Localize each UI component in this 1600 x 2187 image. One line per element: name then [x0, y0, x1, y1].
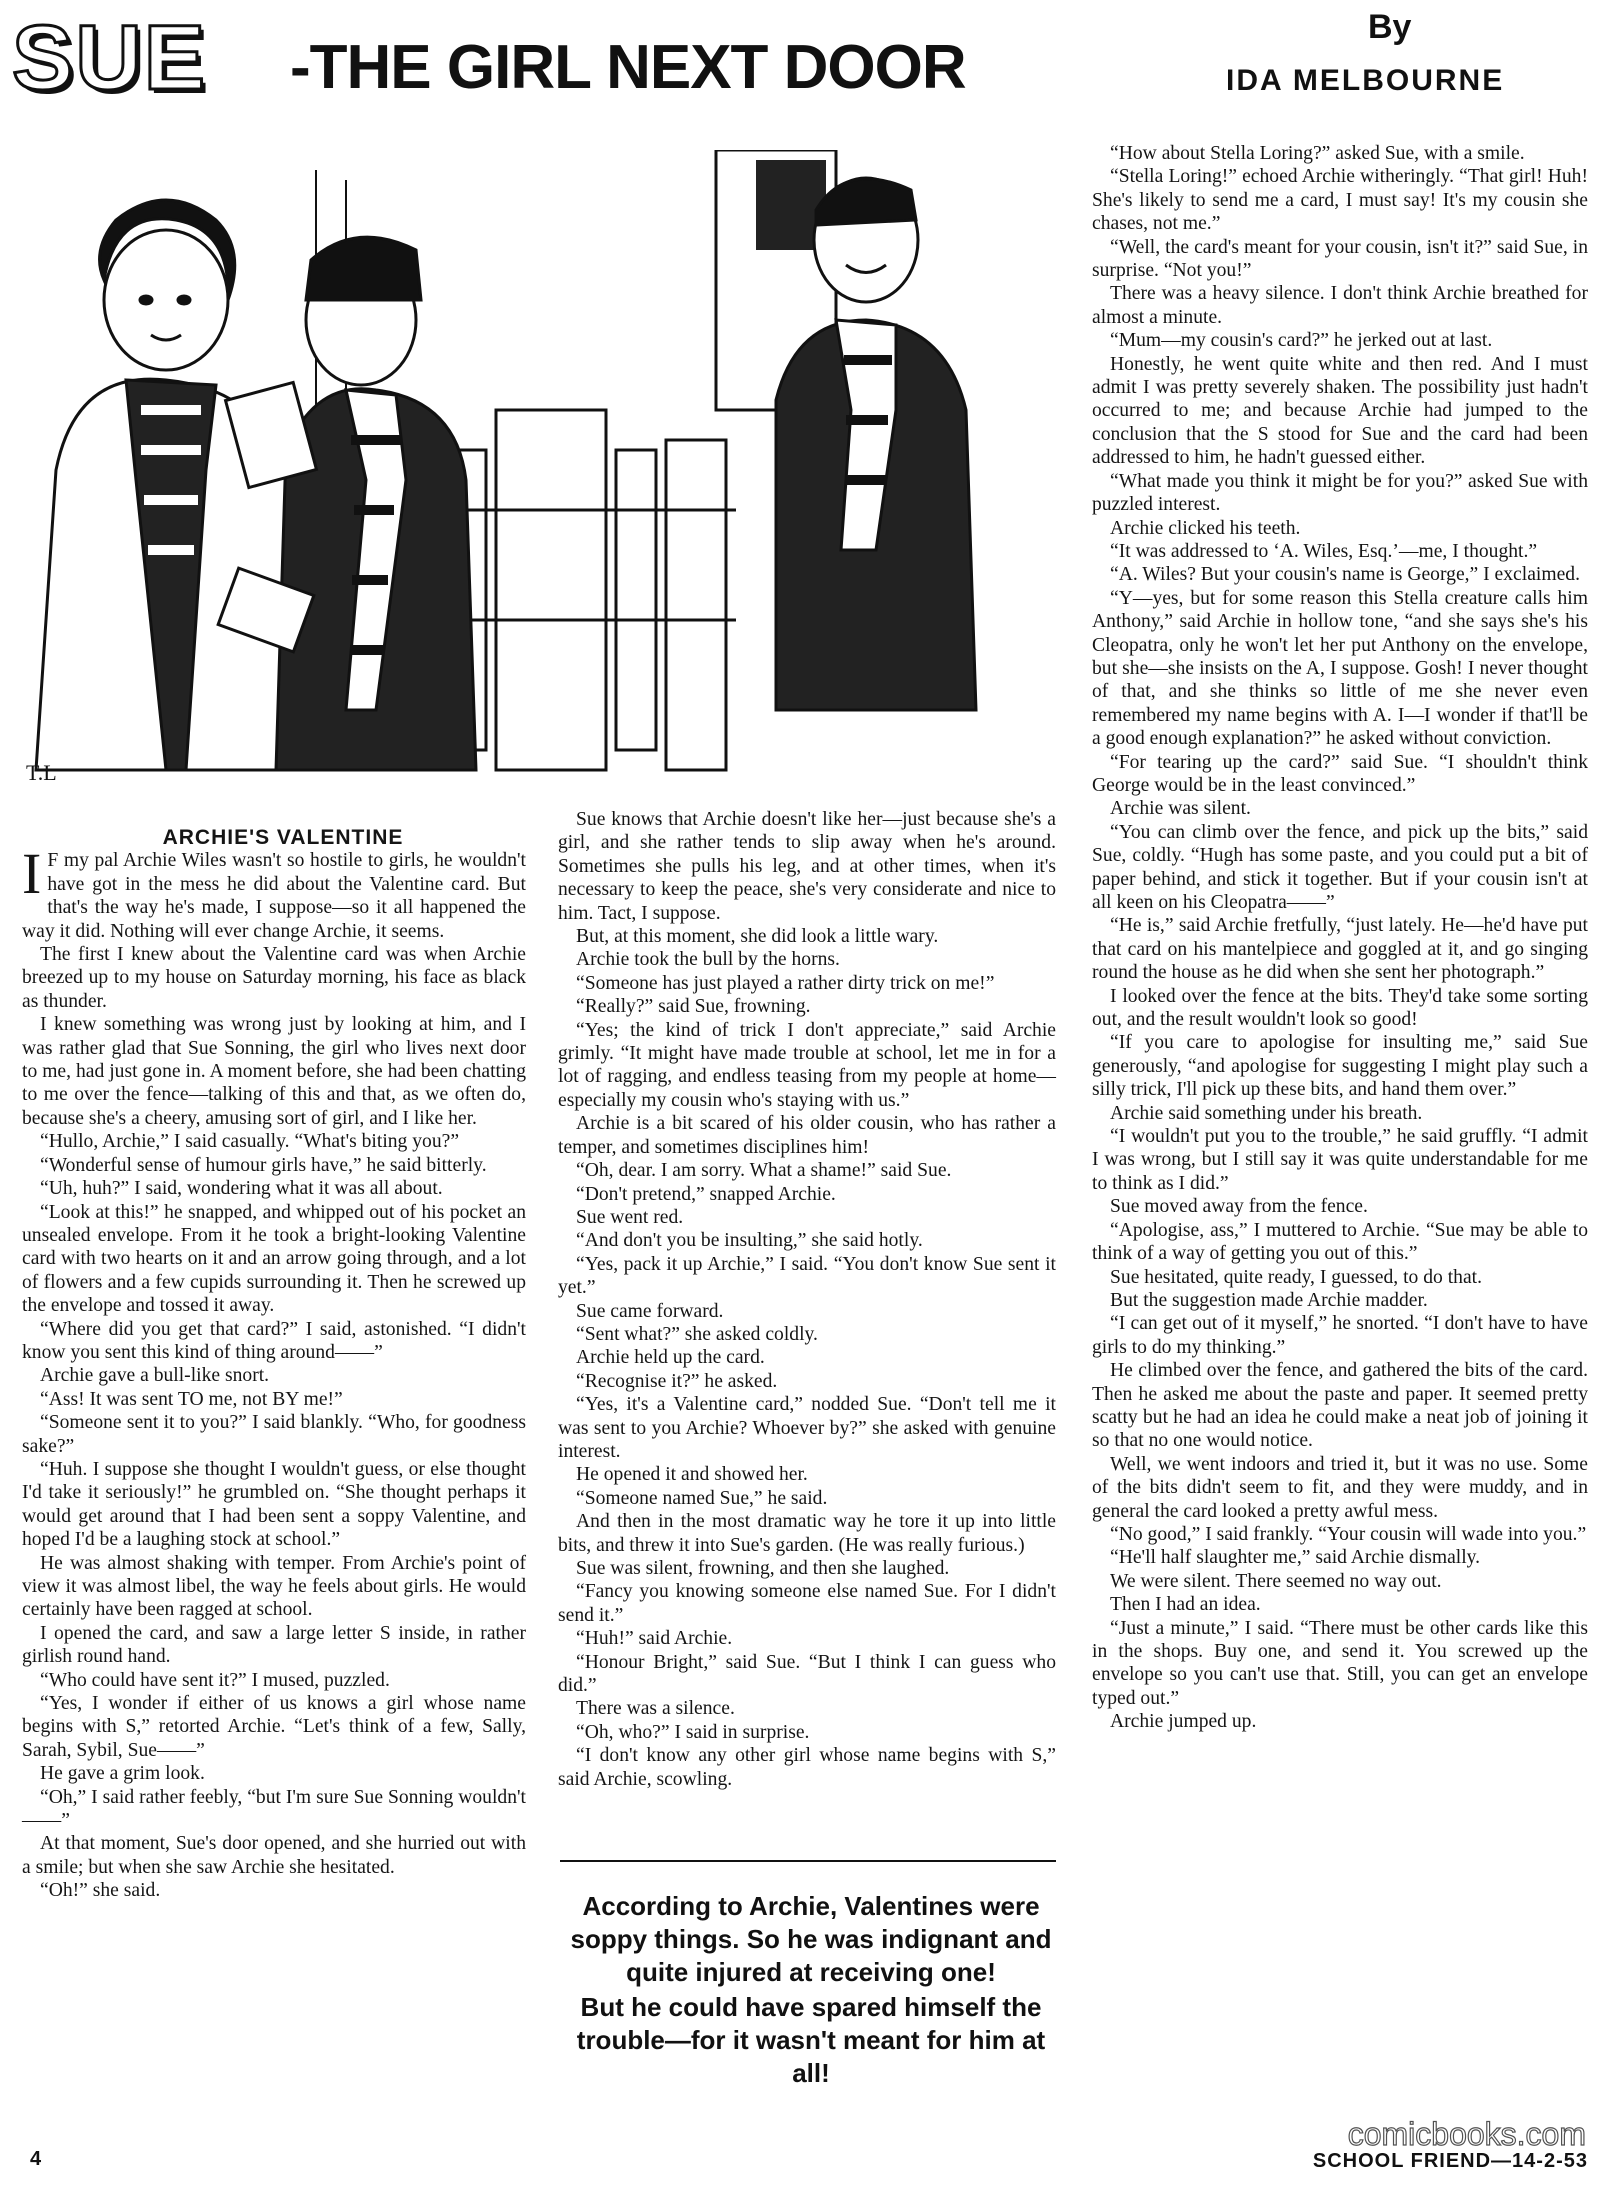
story-paragraph: He gave a grim look. — [40, 1763, 205, 1785]
story-paragraph: “Don't pretend,” snapped Archie. — [576, 1183, 836, 1205]
story-paragraph: “Huh!” said Archie. — [576, 1628, 733, 1650]
story-title-subtitle: -THE GIRL NEXT DOOR — [290, 33, 966, 102]
story-paragraph: He climbed over the fence, and gathered the bits of the card. Then he asked me about the paste and paper. It seemed pretty scatty but he had an idea he could make a neat job of joining it so that no one would notice. — [1092, 1360, 1588, 1452]
story-paragraph: “Someone sent it to you?” I said blankly. “Who, for goodness sake?” — [22, 1412, 526, 1457]
story-paragraph: “Honour Bright,” said Sue. “But I think I can guess who did.” — [558, 1651, 1056, 1697]
story-paragraph: The first I knew about the Valentine card was when Archie breezed up to my house on Saturday morning, his face as black as thunder. — [22, 944, 526, 1012]
story-paragraph: “I don't know any other girl whose name begins with S,” said Archie, scowling. — [558, 1745, 1056, 1790]
story-paragraph: Sue was silent, frowning, and then she laughed. — [576, 1558, 950, 1579]
story-paragraph: Sue knows that Archie doesn't like her—just because she's a girl, and she rather tends to slip away when he's around. Sometimes she pulls his leg, and at other times, when it's necessary to keep the peace, she's very considerate and nice to him. Tact, I suppose. — [558, 809, 1056, 924]
story-paragraph: “I wouldn't put you to the trouble,” he said gruffly. “I admit I was wrong, but I still say it was quite understandable for me to think as I did.” — [1092, 1126, 1588, 1194]
watermark: comicbooks.com — [1347, 2116, 1586, 2152]
story-paragraph: There was a silence. — [576, 1698, 735, 1720]
story-paragraph: And then in the most dramatic way he tore it up into little bits, and threw it into Sue's garden. (He was really furious.) — [558, 1511, 1056, 1556]
story-paragraph: “Oh, dear. I am sorry. What a shame!” said Sue. — [576, 1160, 952, 1182]
story-paragraph: Archie said something under his breath. — [1110, 1102, 1423, 1124]
story-paragraph: “He'll half slaughter me,” said Archie dismally. — [1110, 1547, 1481, 1569]
story-paragraph: He was almost shaking with temper. From Archie's point of view it was almost libel, the way he feels about girls. He would certainly have been ragged at school. — [22, 1552, 526, 1621]
story-paragraph: “Recognise it?” he asked. — [576, 1370, 778, 1392]
story-paragraph: “Huh. I suppose she thought I wouldn't guess, or else thought I'd take it seriously!” he grumbled on. “She thought perhaps it would get around that I had been sent a soppy Valentine, and hoped I'd be a laughing stock at school.” — [22, 1458, 526, 1551]
story-paragraph: “Hullo, Archie,” I said casually. “What's biting you?” — [40, 1131, 460, 1153]
byline-author: IDA MELBOURNE — [1226, 64, 1505, 97]
story-paragraph: Archie was silent. — [1110, 798, 1251, 820]
story-paragraph: “Yes, I wonder if either of us knows a girl whose name begins with S,” retorted Archie. “Let's think of a few, Sally, Sarah, Sybil, Sue——” — [22, 1693, 526, 1761]
blurb-divider — [560, 1860, 1056, 1862]
story-paragraph: “No good,” I said frankly. “Your cousin will wade into you.” — [1110, 1523, 1587, 1545]
story-column-2 — [558, 808, 1056, 1791]
story-paragraph: “Stella Loring!” echoed Archie witheringly. “That girl! Huh! She's likely to send me a card, I must say! It's my cousin she chases, not me.” — [1092, 166, 1588, 235]
story-paragraph: “Look at this!” he snapped, and whipped out of his pocket an unsealed envelope. From it he took a bright-looking Valentine card with two hearts on it and an arrow going through, and a lot of flowers and a few cupids surrounding it. Then he screwed up the envelope and tossed it away. — [22, 1201, 526, 1317]
story-paragraph: Honestly, he went quite white and then red. And I must admit I was pretty severely shaken. The possibility just hadn't occurred to me; and because Archie had jumped to the conclusion that the S stood for Sue and the card had been addressed to him, he hadn't guessed either. — [1092, 353, 1588, 469]
story-paragraph: Archie gave a bull-like snort. — [40, 1365, 270, 1387]
story-paragraph: But the suggestion made Archie madder. — [1110, 1289, 1428, 1311]
story-paragraph: Sue hesitated, quite ready, I guessed, to do that. — [1110, 1266, 1483, 1288]
story-paragraph: I knew something was wrong just by looking at him, and I was rather glad that Sue Sonning, the girl who lives next door to me, had just gone in. A moment before, she had been chatting to me over the fence—talking of this and that, as we often do, because she's a cheery, amusing sort of girl, and I like her. — [22, 1014, 526, 1129]
page-number: 4 — [30, 2148, 42, 2170]
story-paragraph: “You can climb over the fence, and pick up the bits,” said Sue, coldly. “Hugh has some paste, and you could put a bit of paper behind, and stick it together. But if your cousin isn't at all keen on his Cleopatra——” — [1092, 821, 1588, 913]
story-paragraph: I opened the card, and saw a large letter S inside, in rather girlish round hand. — [22, 1622, 526, 1668]
story-paragraph: “Yes; the kind of trick I don't appreciate,” said Archie grimly. “It might have made trouble at school, let me in for a lot of ragging, and endless teasing from my people at home—especially my cousin who's staying with us.” — [558, 1019, 1056, 1111]
story-paragraph: “Really?” said Sue, frowning. — [576, 996, 811, 1018]
story-paragraph: “Sent what?” she asked coldly. — [576, 1323, 818, 1345]
story-paragraph: Sue came forward. — [576, 1300, 724, 1322]
story-paragraph: At that moment, Sue's door opened, and she hurried out with a smile; but when she saw Archie she hesitated. — [22, 1833, 526, 1878]
story-paragraph: “Uh, huh?” I said, wondering what it was all about. — [40, 1178, 443, 1200]
story-paragraph: Archie took the bull by the horns. — [576, 949, 840, 971]
story-paragraph: “Well, the card's meant for your cousin, isn't it?” said Sue, in surprise. “Not you!” — [1092, 236, 1588, 282]
blurb-line-1: According to Archie, Valentines were soppy things. So he was indignant and quite injured at receiving one! — [570, 1891, 1052, 1987]
byline-by: By — [1368, 8, 1412, 46]
story-column-1 — [22, 826, 526, 1903]
story-paragraph: “Someone has just played a rather dirty trick on me!” — [576, 972, 995, 994]
story-paragraph: “What made you think it might be for you?” asked Sue with puzzled interest. — [1092, 470, 1588, 516]
story-paragraph: “I can get out of it myself,” he snorted. “I don't have to have girls to do my thinking.” — [1092, 1313, 1588, 1358]
story-paragraph: “Wonderful sense of humour girls have,” he said bitterly. — [40, 1154, 487, 1176]
story-paragraph: “Y—yes, but for some reason this Stella creature calls him Anthony,” said Archie in hollow tone, “and she says she's his Cleopatra, only he won't let her put Anthony on the envelope, but she—she insists on the A, I suppose. Gosh! I never thought of that, and she thinks so little of me she never even remembered my name begins with A. I—I wonder if that'll be a good enough explanation?” he asked without conviction. — [1092, 587, 1588, 750]
story-paragraph: “How about Stella Loring?” asked Sue, with a smile. — [1110, 143, 1525, 164]
section-heading: ARCHIE'S VALENTINE — [162, 826, 404, 849]
story-paragraph: “Someone named Sue,” he said. — [576, 1487, 828, 1509]
story-paragraph: Archie jumped up. — [1110, 1711, 1257, 1733]
story-paragraph: “Mum—my cousin's card?” he jerked out at last. — [1110, 330, 1493, 352]
story-paragraph: We were silent. There seemed no way out. — [1110, 1570, 1442, 1592]
story-paragraph: “Yes, it's a Valentine card,” nodded Sue. “Don't tell me it was sent to you Archie? Whoever by?” she asked with genuine interest. — [558, 1394, 1056, 1462]
magazine-issue: SCHOOL FRIEND—14-2-53 — [1312, 2150, 1588, 2172]
story-paragraph: “Oh, who?” I said in surprise. — [576, 1721, 810, 1743]
story-paragraph: “Who could have sent it?” I mused, puzzled. — [40, 1669, 390, 1691]
story-paragraph: Sue went red. — [576, 1206, 684, 1228]
story-paragraph: Archie held up the card. — [576, 1347, 765, 1369]
story-paragraph: “Oh!” she said. — [40, 1880, 161, 1902]
story-blurb — [566, 1890, 1056, 2092]
story-paragraph: Sue moved away from the fence. — [1110, 1196, 1368, 1218]
story-column-3 — [1092, 142, 1588, 1734]
story-paragraph: “He is,” said Archie fretfully, “just lately. He—he'd have put that card on his mantelpiece and goggled at it, and go singing round the house as he did when she sent her photograph.” — [1092, 915, 1588, 984]
story-paragraph: “For tearing up the card?” said Sue. “I shouldn't think George would be in the least convinced.” — [1092, 751, 1588, 796]
story-paragraph: “Apologise, ass,” I muttered to Archie. “Sue may be able to think of a way of getting you out of this.” — [1092, 1219, 1588, 1265]
story-paragraph: “Just a minute,” I said. “There must be other cards like this in the shops. Buy one, and send it. You screwed up the envelope so you can't use that. Still, you can get an envelope typed out.” — [1092, 1617, 1588, 1709]
story-paragraph: “Ass! It was sent TO me, not BY me!” — [40, 1388, 343, 1410]
story-paragraph: “A. Wiles? But your cousin's name is George,” I exclaimed. — [1110, 564, 1580, 586]
story-paragraph: “Where did you get that card?” I said, astonished. “I didn't know you sent this kind of thing around——” — [22, 1318, 526, 1363]
story-paragraph: Archie clicked his teeth. — [1110, 517, 1301, 539]
story-paragraph: “Fancy you knowing someone else named Sue. For I didn't send it.” — [558, 1581, 1056, 1626]
story-paragraph: I F my pal Archie Wiles wasn't so hostile to girls, he wouldn't have got in the mess he did about the Valentine card. But that's the way he's made, I suppose—so it all happened the way it did. Nothing will ever change Archie, it seems. — [22, 841, 526, 942]
picket-fence — [446, 410, 736, 770]
story-paragraph: “It was addressed to ‘A. Wiles, Esq.’—me, I thought.” — [1110, 540, 1538, 562]
story-paragraph: Well, we went indoors and tried it, but it was no use. Some of the bits didn't seem to fit, and they were muddy, and in general the card looked a pretty awful mess. — [1092, 1453, 1588, 1522]
story-paragraph: He opened it and showed her. — [576, 1464, 808, 1486]
story-paragraph: There was a heavy silence. I don't think Archie breathed for almost a minute. — [1092, 283, 1588, 328]
story-paragraph: “Oh,” I said rather feebly, “but I'm sure Sue Sonning wouldn't——” — [22, 1786, 526, 1832]
story-paragraph: “If you care to apologise for insulting me,” said Sue generously, “and apologise for suggesting I might play such a silly trick, I'll pick up these bits, and hand them over.” — [1092, 1032, 1588, 1101]
story-paragraph: “And don't you be insulting,” she said hotly. — [576, 1230, 923, 1252]
story-paragraph: I looked over the fence at the bits. They'd take some sorting out, and the result wouldn't look so good! — [1092, 985, 1588, 1031]
story-title-sue: SUE — [12, 7, 208, 109]
story-paragraph: “Yes, pack it up Archie,” I said. “You don't know Sue sent it yet.” — [558, 1253, 1056, 1299]
illustration-drawing — [16, 150, 1076, 790]
illustrator-signature: T.L — [26, 760, 57, 785]
figure-sue — [36, 200, 316, 770]
story-paragraph: Archie is a bit scared of his older cousin, who has rather a temper, and sometimes disciplines him! — [558, 1113, 1056, 1158]
story-illustration — [16, 150, 1076, 790]
drop-cap: I — [22, 841, 42, 907]
story-paragraph: Then I had an idea. — [1110, 1594, 1261, 1616]
blurb-line-2: But he could have spared himself the trouble—for it wasn't meant for him at all! — [576, 1992, 1046, 2088]
story-paragraph: But, at this moment, she did look a little wary. — [576, 926, 939, 948]
